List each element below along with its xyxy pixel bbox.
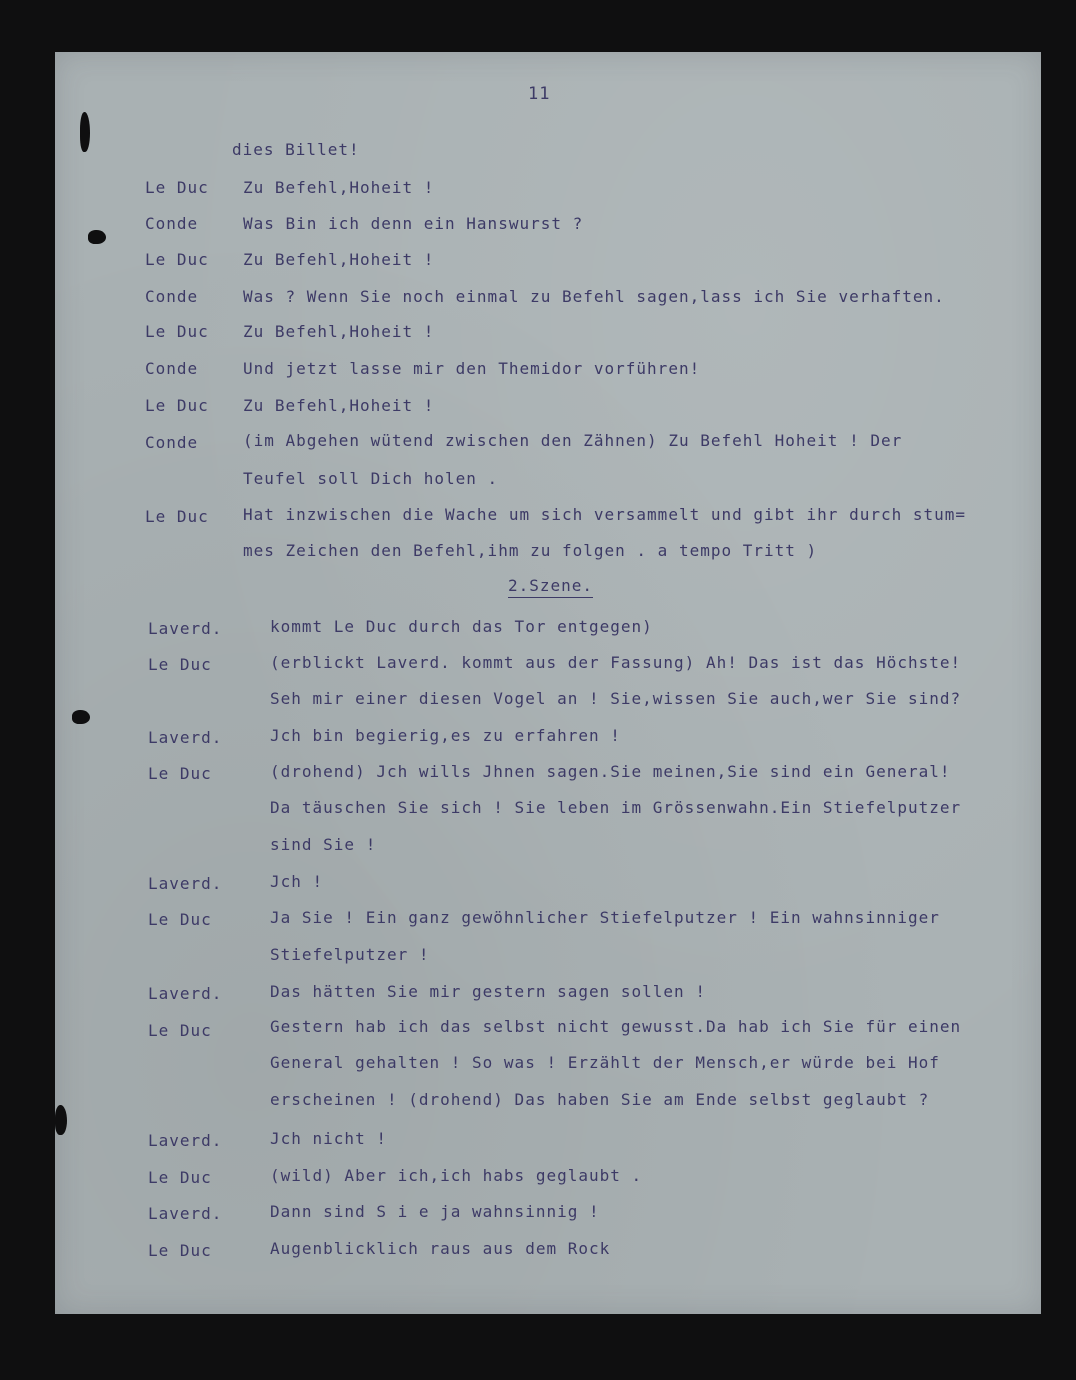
punch-hole: [72, 710, 90, 724]
speech-line: (drohend) Jch wills Jhnen sagen.Sie meinen,Sie sind ein General!: [270, 762, 951, 781]
speaker-name: Le Duc: [145, 250, 209, 269]
speech-line: Das hätten Sie mir gestern sagen sollen !: [270, 982, 706, 1001]
speech-line: Jch bin begierig,es zu erfahren !: [270, 726, 621, 745]
speaker-name: Le Duc: [148, 655, 212, 674]
speaker-name: Laverd.: [148, 874, 223, 893]
speaker-name: Le Duc: [145, 507, 209, 526]
speaker-name: Le Duc: [148, 1241, 212, 1260]
page-number: 11: [528, 84, 551, 104]
speaker-name: Conde: [145, 433, 199, 452]
speaker-name: Le Duc: [145, 178, 209, 197]
scene-heading: 2.Szene.: [508, 576, 593, 598]
speech-line: General gehalten ! So was ! Erzählt der Mensch,er würde bei Hof: [270, 1053, 940, 1072]
speech-line: Seh mir einer diesen Vogel an ! Sie,wissen Sie auch,wer Sie sind?: [270, 689, 962, 708]
speech-line: Zu Befehl,Hoheit !: [243, 250, 435, 269]
speech-line: Hat inzwischen die Wache um sich versammelt und gibt ihr durch stum=: [243, 505, 967, 524]
speaker-name: Laverd.: [148, 619, 223, 638]
speech-line: Was Bin ich denn ein Hanswurst ?: [243, 214, 584, 233]
speech-line: Gestern hab ich das selbst nicht gewusst.Da hab ich Sie für einen: [270, 1017, 962, 1036]
speech-line: sind Sie !: [270, 835, 377, 854]
speech-line: Und jetzt lasse mir den Themidor vorführen!: [243, 359, 701, 378]
punch-hole: [55, 1105, 67, 1135]
speaker-name: Laverd.: [148, 728, 223, 747]
speech-line: dies Billet!: [232, 140, 360, 159]
speaker-name: Conde: [145, 214, 199, 233]
speaker-name: Le Duc: [145, 396, 209, 415]
speech-line: (wild) Aber ich,ich habs geglaubt .: [270, 1166, 643, 1185]
speech-line: Jch nicht !: [270, 1129, 387, 1148]
speech-line: kommt Le Duc durch das Tor entgegen): [270, 617, 653, 636]
speaker-name: Conde: [145, 359, 199, 378]
speaker-name: Laverd.: [148, 1204, 223, 1223]
speech-line: (erblickt Laverd. kommt aus der Fassung) Ah! Das ist das Höchste!: [270, 653, 962, 672]
speech-line: (im Abgehen wütend zwischen den Zähnen) Zu Befehl Hoheit ! Der: [243, 431, 903, 450]
speaker-name: Le Duc: [148, 1168, 212, 1187]
speaker-name: Le Duc: [148, 1021, 212, 1040]
speaker-name: Conde: [145, 287, 199, 306]
speech-line: erscheinen ! (drohend) Das haben Sie am Ende selbst geglaubt ?: [270, 1090, 930, 1109]
punch-hole: [80, 112, 90, 152]
speech-line: Ja Sie ! Ein ganz gewöhnlicher Stiefelputzer ! Ein wahnsinniger: [270, 908, 940, 927]
speech-line: Dann sind S i e ja wahnsinnig !: [270, 1202, 600, 1221]
speech-line: Jch !: [270, 872, 324, 891]
punch-hole: [88, 230, 106, 244]
speech-line: Augenblicklich raus aus dem Rock: [270, 1239, 611, 1258]
speaker-name: Le Duc: [148, 910, 212, 929]
speech-line: Zu Befehl,Hoheit !: [243, 396, 435, 415]
speech-line: Teufel soll Dich holen .: [243, 469, 499, 488]
speaker-name: Laverd.: [148, 984, 223, 1003]
speaker-name: Le Duc: [148, 764, 212, 783]
speech-line: Stiefelputzer !: [270, 945, 430, 964]
speaker-name: Laverd.: [148, 1131, 223, 1150]
typescript-page: [55, 52, 1041, 1314]
speech-line: Zu Befehl,Hoheit !: [243, 322, 435, 341]
speech-line: Was ? Wenn Sie noch einmal zu Befehl sagen,lass ich Sie verhaften.: [243, 287, 945, 306]
speech-line: Da täuschen Sie sich ! Sie leben im Grössenwahn.Ein Stiefelputzer: [270, 798, 962, 817]
speech-line: Zu Befehl,Hoheit !: [243, 178, 435, 197]
speaker-name: Le Duc: [145, 322, 209, 341]
speech-line: mes Zeichen den Befehl,ihm zu folgen . a tempo Tritt ): [243, 541, 818, 560]
